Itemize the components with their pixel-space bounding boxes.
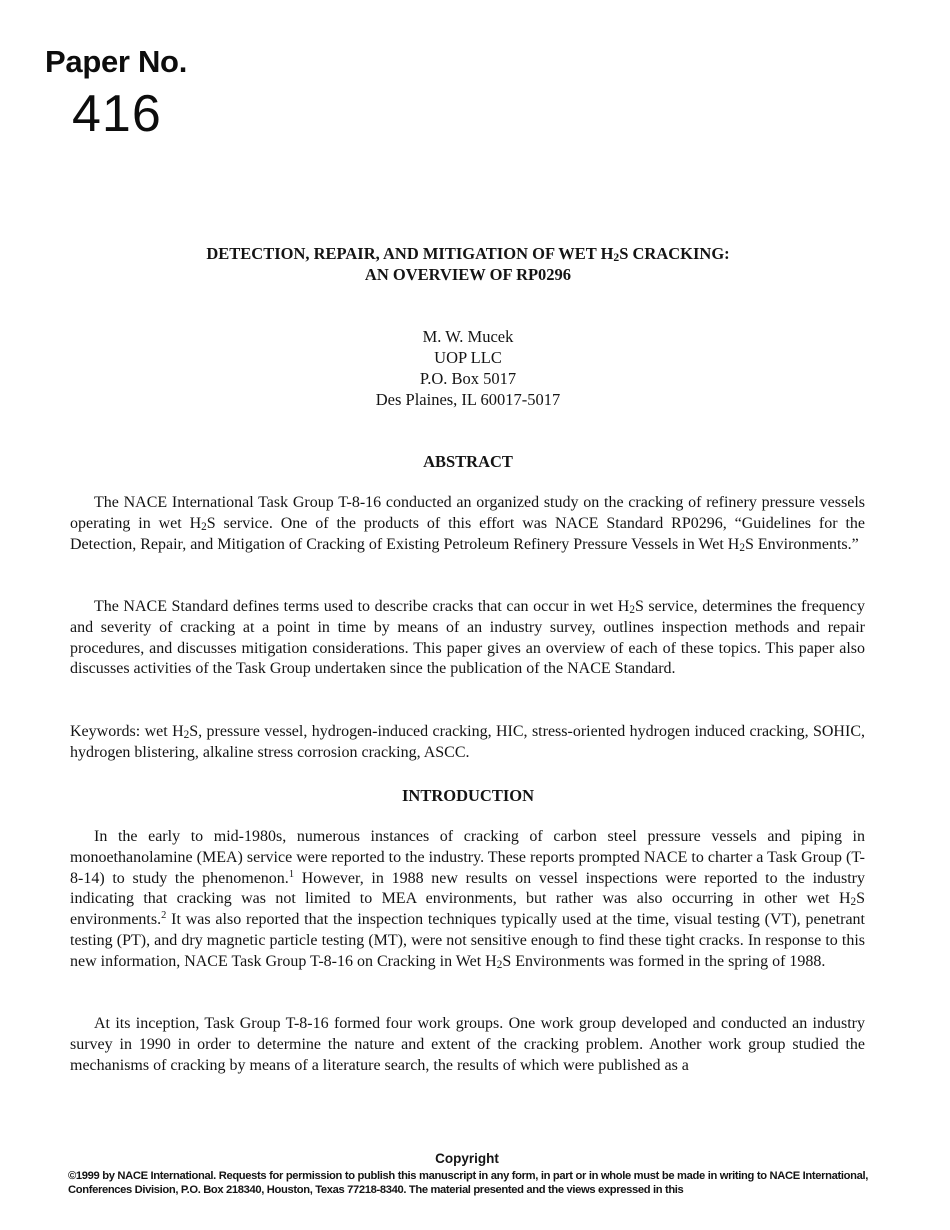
introduction-paragraph-2: At its inception, Task Group T-8-16 formed four work groups. One work group developed and conducted an industry survey in 1990 in order to determine the nature and extent of the cracking problem. Another work group studied the mechanisms of cracking by means of a literature search, the results of which were published as a — [70, 1015, 865, 1074]
paper-title — [0, 243, 936, 285]
keywords: Keywords: wet H2S, pressure vessel, hydrogen-induced cracking, HIC, stress-oriented hydrogen induced cracking, SOHIC, hydrogen blistering, alkaline stress corrosion cracking, ASCC. — [70, 723, 865, 761]
paper-number: 416 — [72, 85, 162, 143]
abstract-paragraph-2: The NACE Standard defines terms used to describe cracks that can occur in wet H2S service, determines the frequency and severity of cracking at a point in time by means of an industry survey, outlines inspection methods and repair procedures, and discusses mitigation considerations. This paper gives an overview of each of these topics. This paper also discusses activities of the Task Group undertaken since the publication of the NACE Standard. — [70, 598, 865, 678]
abstract-paragraph-1: The NACE International Task Group T-8-16 conducted an organized study on the cracking of refinery pressure vessels operating in wet H2S service. One of the products of this effort was NACE Standard RP0296, “Guidelines for the Detection, Repair, and Mitigation of Cracking of Existing Petroleum Refinery Pressure Vessels in Wet H2S Environments.” — [70, 494, 865, 554]
author-name: M. W. Mucek — [422, 327, 514, 346]
author-block — [0, 326, 936, 410]
author-city: Des Plaines, IL 60017-5017 — [375, 390, 561, 409]
title-line-2: AN OVERVIEW OF RP0296 — [364, 265, 572, 284]
author-org: UOP LLC — [434, 348, 502, 367]
copyright-notice: ©1999 by NACE International. Requests for permission to publish this manuscript in any form, in part or in whole must be made in writing to NACE International, Conferences Division, P.O. Box 218340, Houston, Texas 77218-8340. The material presented and the views expressed in this — [68, 1170, 868, 1196]
introduction-heading: INTRODUCTION — [401, 786, 535, 805]
introduction-paragraph-1: In the early to mid-1980s, numerous instances of cracking of carbon steel pressure vessels and piping in monoethanolamine (MEA) service were reported to the industry. These reports prompted NACE to charter a Task Group (T-8-14) to study the phenomenon.$^1$ However, in 1988 new results on vessel inspections were reported to the industry indicating that cracking was not limited to MEA environments, but rather was also occurring in other wet H2S environments.$^2$ It was also reported that the inspection techniques typically used at the time, visual testing (VT), penetrant testing (PT), and dry magnetic particle testing (MT), were not sensitive enough to find these tight cracks. In response to this new information, NACE Task Group T-8-16 on Cracking in Wet H2S Environments was formed in the spring of 1988. — [70, 828, 866, 971]
title-line-1: DETECTION, REPAIR, AND MITIGATION OF WET H2S CRACKING: — [206, 244, 730, 264]
abstract-heading: ABSTRACT — [423, 452, 513, 471]
paper-label: Paper No. — [45, 44, 188, 79]
copyright-heading: Copyright — [435, 1151, 499, 1166]
author-address: P.O. Box 5017 — [419, 369, 517, 388]
